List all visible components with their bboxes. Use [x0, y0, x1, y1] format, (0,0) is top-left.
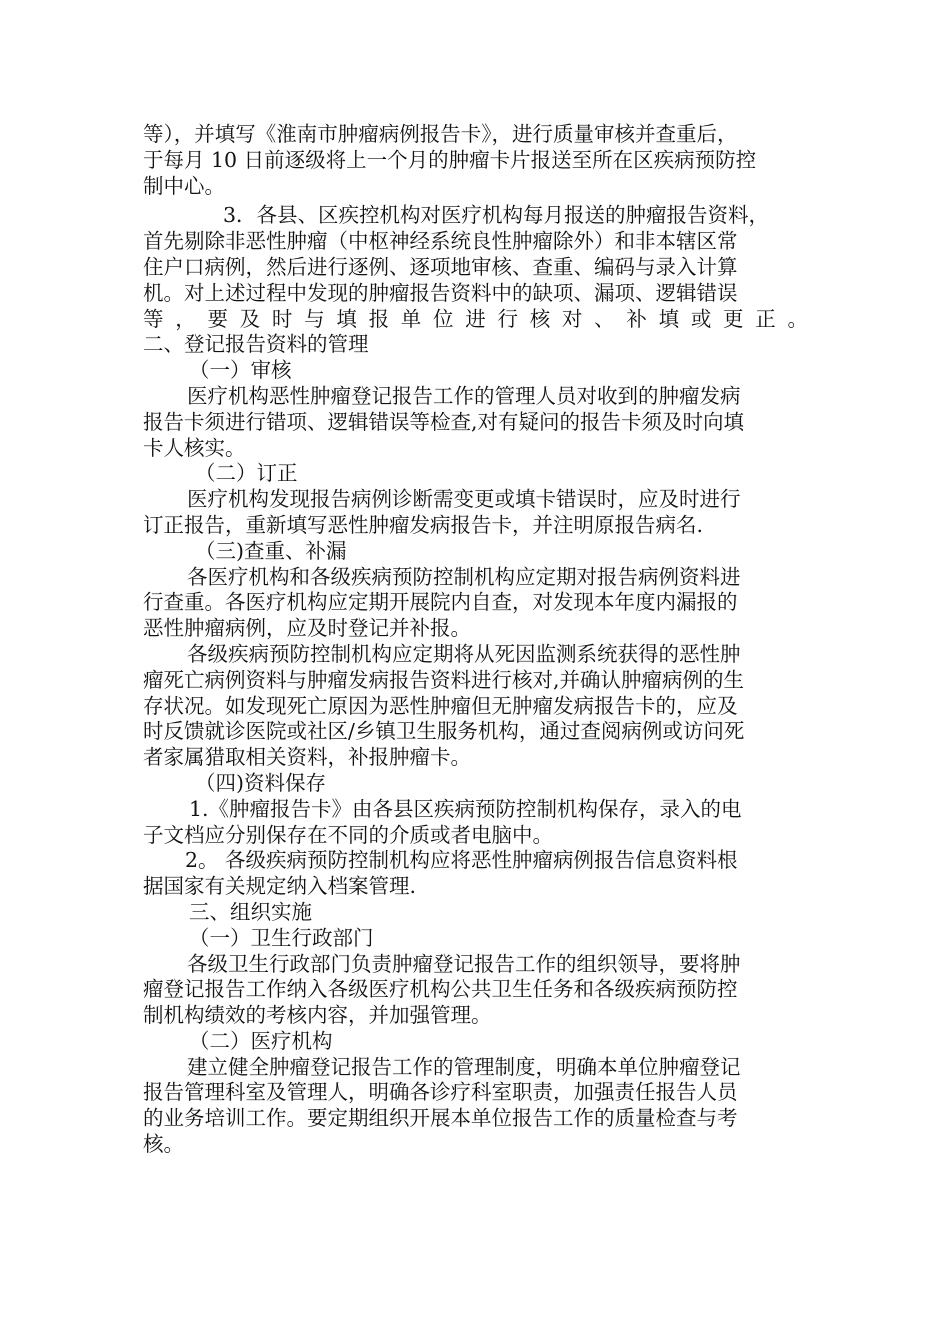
text-line: 存状况。如发现死亡原因为恶性肿瘤但无肿瘤发病报告卡的，应及 [143, 693, 738, 718]
subsection-heading: （一）卫生行政部门 [189, 925, 374, 950]
text-line: 机。对上述过程中发现的肿瘤报告资料中的缺项、漏项、逻辑错误 [143, 280, 738, 305]
text-line: 建立健全肿瘤登记报告工作的管理制度，明确本单位肿瘤登记 [187, 1054, 741, 1079]
text-line: 各医疗机构和各级疾病预防控制机构应定期对报告病例资料进 [187, 564, 741, 589]
text-line: 子文档应分别保存在不同的介质或者电脑中。 [143, 822, 553, 847]
text-line: 行查重。各医疗机构应定期开展院内自查，对发现本年度内漏报的 [143, 590, 738, 615]
document-body [143, 122, 808, 1158]
text-line: 核。 [143, 1132, 184, 1157]
subsection-heading: （一）审核 [189, 358, 292, 383]
text-line: 医疗机构发现报告病例诊断需变更或填卡错误时，应及时进行 [187, 487, 741, 512]
text-line: 者家属猎取相关资料，补报肿瘤卡。 [143, 745, 471, 770]
text-line: 制机构绩效的考核内容，并加强管理。 [143, 1003, 492, 1028]
text-line: 订正报告，重新填写恶性肿瘤发病报告卡，并注明原报告病名. [143, 512, 704, 537]
text-line: 于每月 10 日前逐级将上一个月的肿瘤卡片报送至所在区疾病预防控 [143, 147, 757, 172]
section-heading: 三、组织实施 [189, 899, 312, 924]
text-line: 卡人核实。 [143, 435, 246, 460]
text-line: 医疗机构恶性肿瘤登记报告工作的管理人员对收到的肿瘤发病 [187, 383, 741, 408]
section-heading: 二、登记报告资料的管理 [143, 332, 369, 357]
text-line: 3．各县、区疾控机构对医疗机构每月报送的肿瘤报告资料， [223, 203, 770, 228]
text-line: 各级卫生行政部门负责肿瘤登记报告工作的组织领导，要将肿 [187, 951, 741, 976]
subsection-heading: （二）订正 [195, 461, 298, 486]
subsection-heading: （三)查重、补漏 [195, 538, 347, 563]
text-line: 1.《肿瘤报告卡》由各县区疾病预防控制机构保存，录入的电 [189, 796, 742, 821]
text-line: 据国家有关规定纳入档案管理. [143, 874, 417, 899]
text-line: 的业务培训工作。要定期组织开展本单位报告工作的质量检查与考 [143, 1106, 738, 1131]
subsection-heading: （二）医疗机构 [189, 1028, 333, 1053]
text-line: 报告管理科室及管理人，明确各诊疗科室职责，加强责任报告人员 [143, 1080, 738, 1105]
text-line: 瘤登记报告工作纳入各级医疗机构公共卫生任务和各级疾病预防控 [143, 977, 738, 1002]
text-line: 等），并填写《淮南市肿瘤病例报告卡》，进行质量审核并查重后， [143, 122, 738, 146]
text-line: 首先剔除非恶性肿瘤（中枢神经系统良性肿瘤除外）和非本辖区常 [143, 229, 738, 254]
text-line: 制中心。 [143, 173, 225, 198]
subsection-heading: （四)资料保存 [195, 770, 326, 795]
text-line: 瘤死亡病例资料与肿瘤发病报告资料进行核对,并确认肿瘤病例的生 [143, 667, 745, 692]
text-line: 报告卡须进行错项、逻辑错误等检查,对有疑问的报告卡须及时向填 [143, 409, 745, 434]
text-line: 住户口病例，然后进行逐例、逐项地审核、查重、编码与录入计算 [143, 254, 738, 279]
text-line: 各级疾病预防控制机构应定期将从死因监测系统获得的恶性肿 [187, 641, 741, 666]
text-line: 2。 各级疾病预防控制机构应将恶性肿瘤病例报告信息资料根 [185, 848, 738, 873]
text-line: 恶性肿瘤病例，应及时登记并补报。 [143, 616, 471, 641]
text-line: 时反馈就诊医院或社区/乡镇卫生服务机构，通过查阅病例或访问死 [143, 719, 745, 744]
text-line: 等，要及时与填报单位进行核对、补填或更正。 [143, 306, 808, 331]
